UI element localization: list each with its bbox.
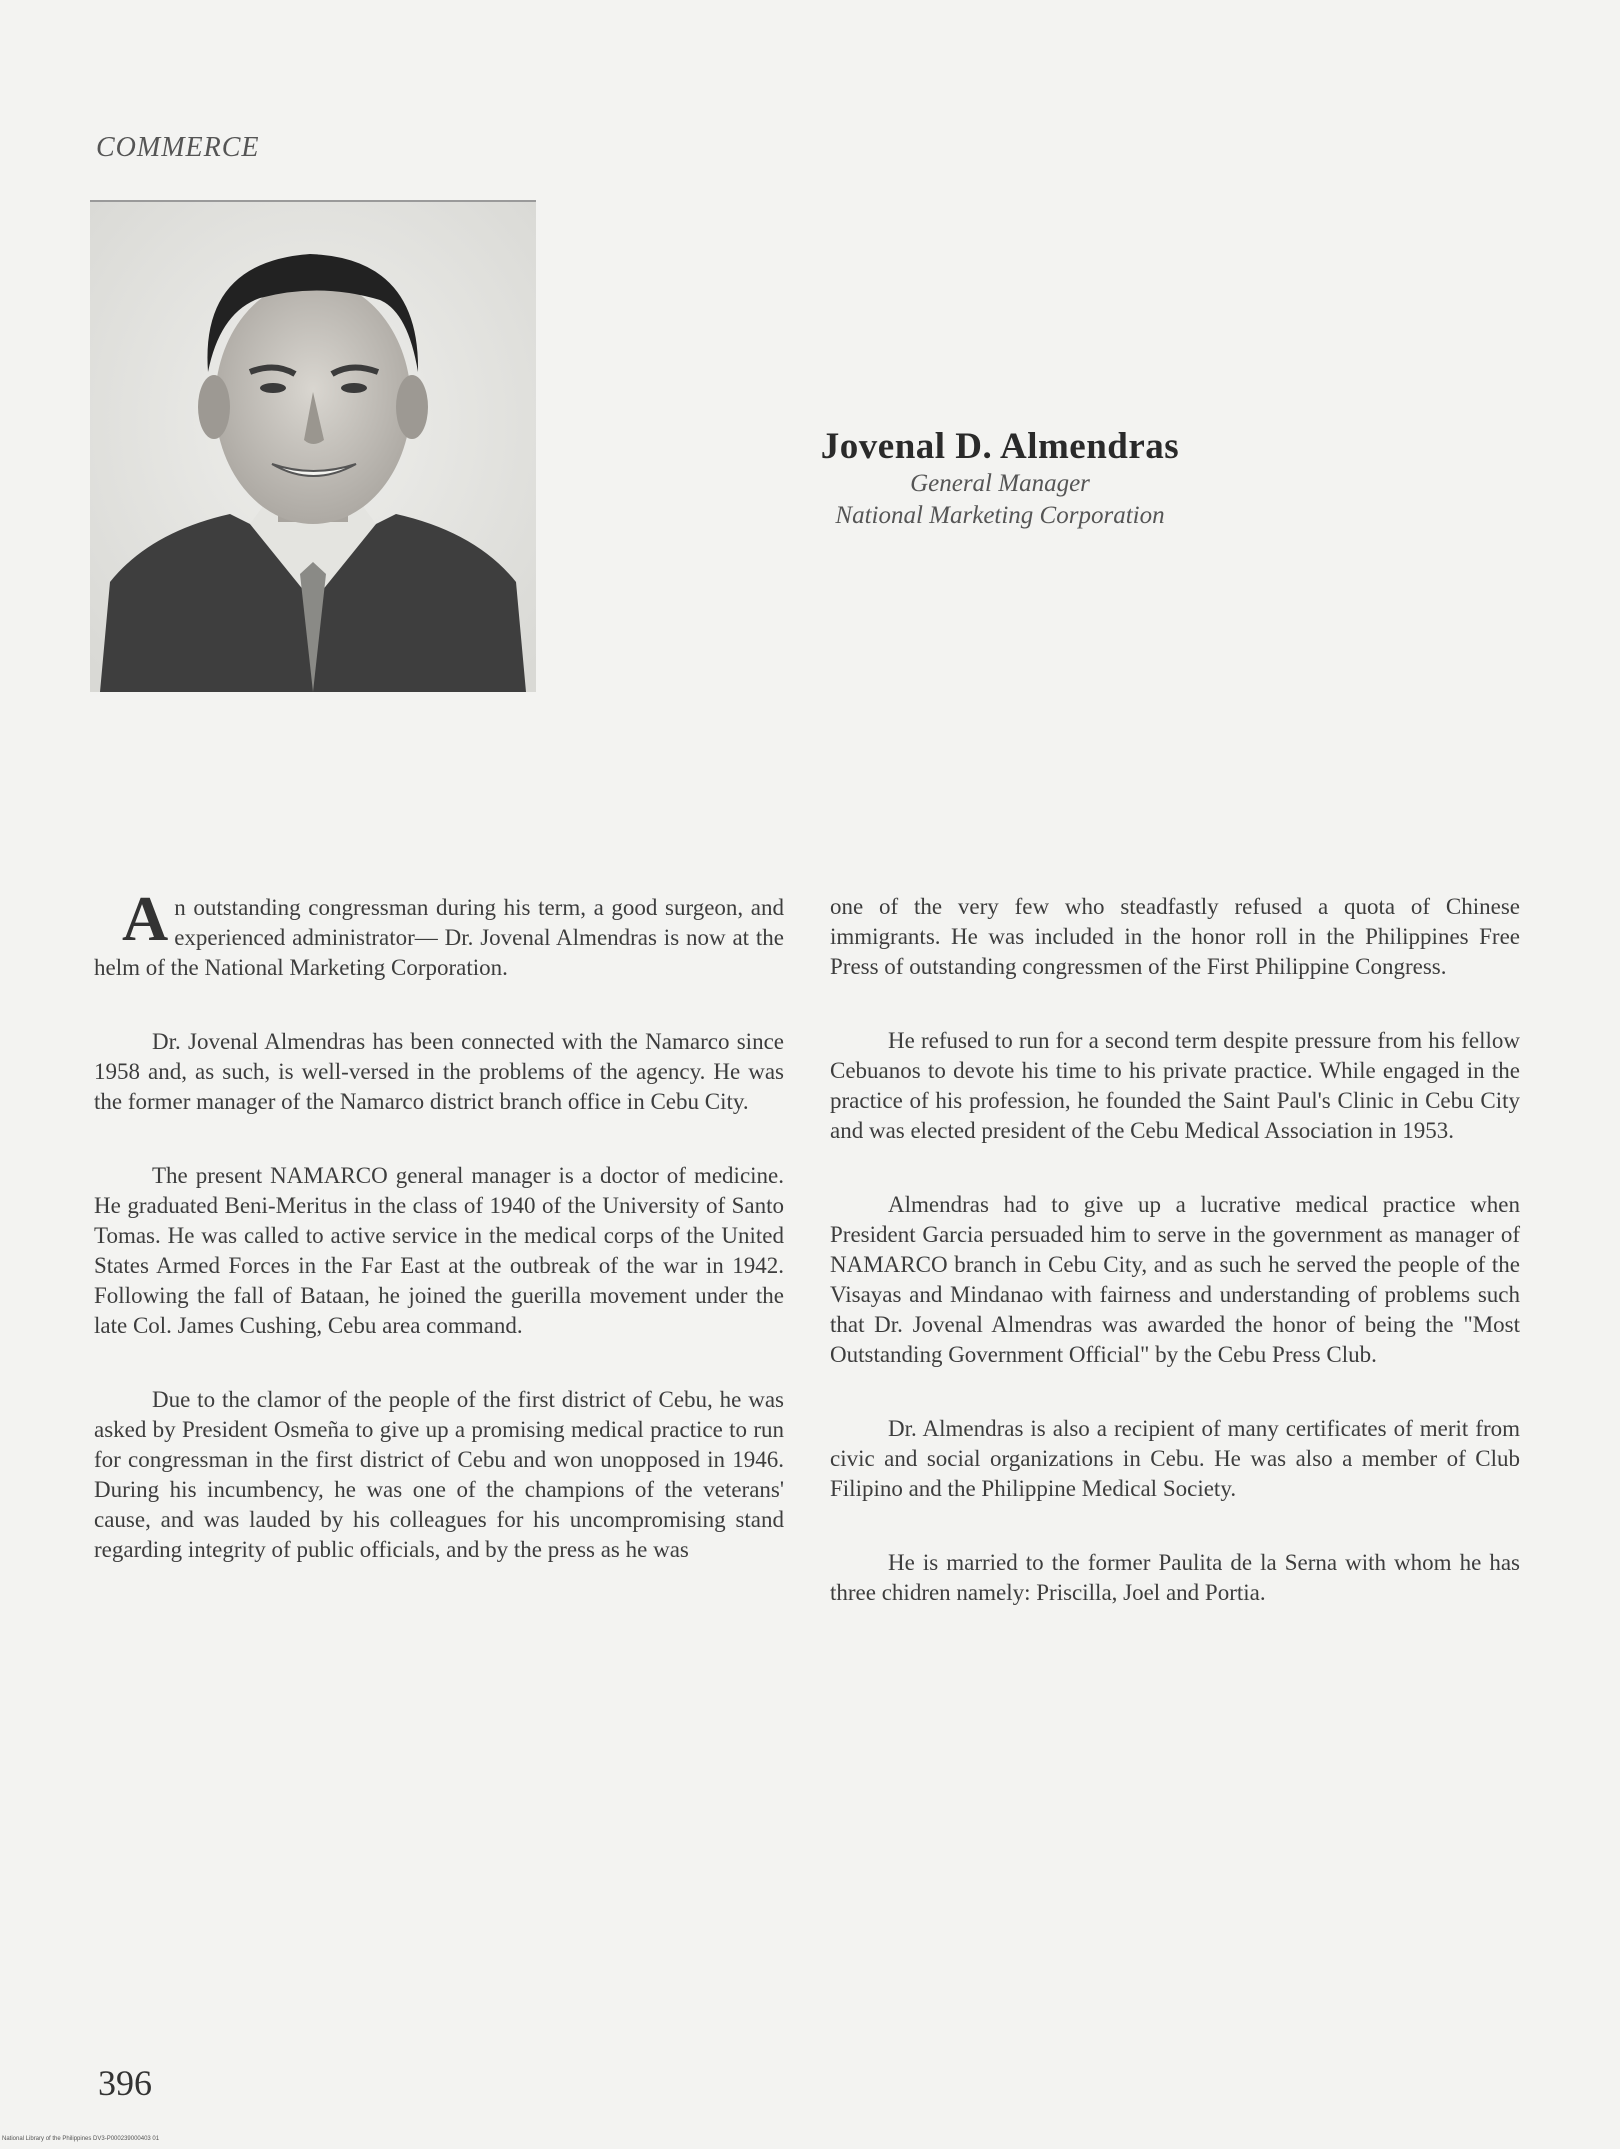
- paragraph: [94, 883, 784, 983]
- paragraph: He is married to the former Paulita de la Serna with whom he has three chidren namely: Priscilla, Joel and Portia.: [830, 1550, 1520, 1605]
- paragraph: Almendras had to give up a lucrative medical practice when President Garcia persuaded him to serve in the government as manager of NAMARCO branch in Cebu City, and as such he served the people of the Visayas and Mindanao with fairness and understanding of problems such that Dr. Jovenal Almendras was awarded the honor of being the "Most Outstanding Government Official" by the Cebu Press Club.: [830, 1192, 1520, 1367]
- paragraph: Due to the clamor of the people of the first district of Cebu, he was asked by President Osmeña to give up a promising medical practice to run for congressman in the first district of Cebu and won unopposed in 1946. During his incumbency, he was one of the champions of the veterans' cause, and was lauded by his colleagues for his uncompromising stand regarding integrity of public officials, and by the press as he was: [94, 1387, 784, 1562]
- portrait-photo: [90, 200, 536, 692]
- article-left-column: [94, 883, 784, 1609]
- paragraph: Dr. Jovenal Almendras has been connected with the Namarco since 1958 and, as such, is well-versed in the problems of the agency. He was the former manager of the Namarco district branch office in Cebu City.: [94, 1029, 784, 1114]
- drop-cap: A: [122, 883, 169, 954]
- section-label: COMMERCE: [96, 132, 260, 163]
- paragraph: He refused to run for a second term despite pressure from his fellow Cebuanos to devote his time to his private practice. While engaged in the practice of his profession, he founded the Saint Paul's Clinic in Cebu City and was elected president of the Cebu Medical Association in 1953.: [830, 1028, 1520, 1143]
- profile-header: [740, 425, 1260, 532]
- person-name: Jovenal D. Almendras: [820, 426, 1180, 467]
- person-organization: National Marketing Corporation: [835, 502, 1165, 529]
- paragraph-text: n outstanding congressman during his term, a good surgeon, and experienced administrator— Dr. Jovenal Almendras is now at the helm of the National Marketing Corporation.: [94, 895, 784, 980]
- source-credit: National Library of the Philippines DV3-P000239000403 01: [2, 2136, 160, 2142]
- person-role: General Manager: [910, 470, 1090, 497]
- paragraph: one of the very few who steadfastly refused a quota of Chinese immigrants. He was included in the honor roll in the Philippines Free Press of outstanding congressmen of the First Philippine Congress.: [830, 894, 1520, 979]
- paragraph: Dr. Almendras is also a recipient of many certificates of merit from civic and social organizations in Cebu. He was also a member of Club Filipino and the Philippine Medical Society.: [830, 1416, 1520, 1501]
- page-number: 396: [98, 2063, 152, 2103]
- article-right-column: [830, 892, 1520, 1652]
- paragraph: The present NAMARCO general manager is a doctor of medicine. He graduated Beni-Meritus in the class of 1940 of the University of Santo Tomas. He was called to active service in the medical corps of the United States Armed Forces in the Far East at the outbreak of the war in 1942. Following the fall of Bataan, he joined the guerilla movement under the late Col. James Cushing, Cebu area command.: [94, 1163, 784, 1338]
